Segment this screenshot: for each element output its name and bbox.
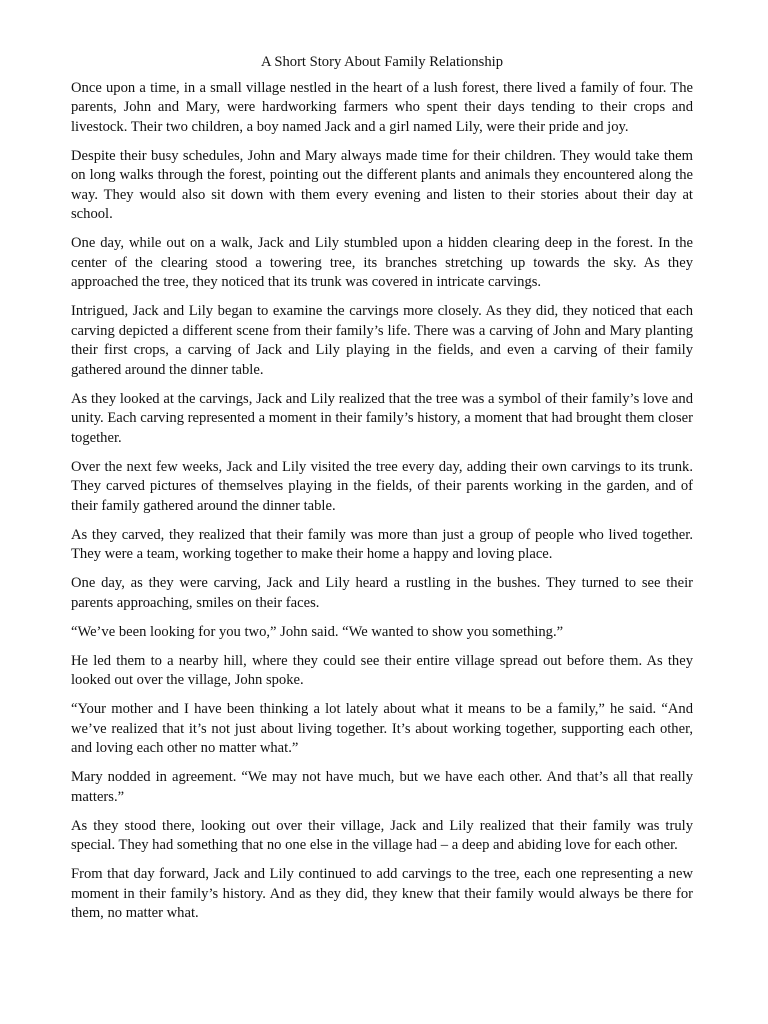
paragraph: Intrigued, Jack and Lily began to examine the carvings more closely. As they did, they noticed that each carving depicted a different scene from their family’s life. There was a carving of John and Mary planting their first crops, a carving of Jack and Lily playing in the fields, and even a carving of their family gathered around the dinner table. — [71, 303, 693, 378]
paragraph: He led them to a nearby hill, where they could see their entire village spread out before them. As they looked out over the village, John spoke. — [71, 652, 693, 688]
document-title: A Short Story About Family Relationship — [260, 54, 504, 70]
paragraph: As they carved, they realized that their family was more than just a group of people who lived together. They were a team, working together to make their home a happy and loving place. — [71, 526, 693, 562]
paragraph: As they looked at the carvings, Jack and Lily realized that the tree was a symbol of their family’s love and unity. Each carving represented a moment in their family’s history, a moment that had brought them closer together. — [71, 390, 693, 446]
paragraph: Over the next few weeks, Jack and Lily visited the tree every day, adding their own carvings to its trunk. They carved pictures of themselves playing in the fields, of their parents working in the garden, and of their family gathered around the dinner table. — [71, 458, 693, 514]
paragraph: “Your mother and I have been thinking a lot lately about what it means to be a family,” he said. “And we’ve realized that it’s not just about living together. It’s about working together, supporting each other, and loving each other no matter what.” — [71, 701, 693, 756]
paragraph: Despite their busy schedules, John and Mary always made time for their children. They would take them on long walks through the forest, pointing out the different plants and animals they encountered along the way. They would also sit down with them every evening and listen to their stories about their day at school. — [71, 147, 693, 222]
paragraph: “We’ve been looking for you two,” John said. “We wanted to show you something.” — [71, 623, 564, 640]
paragraph: One day, while out on a walk, Jack and Lily stumbled upon a hidden clearing deep in the forest. In the center of the clearing stood a towering tree, its branches stretching up towards the sky. As they approached the tree, they noticed that its trunk was covered in intricate carvings. — [71, 235, 693, 290]
paragraph: As they stood there, looking out over their village, Jack and Lily realized that their family was truly special. They had something that no one else in the village had – a deep and abiding love for each other. — [71, 817, 693, 853]
paragraph: Mary nodded in agreement. “We may not have much, but we have each other. And that’s all that really matters.” — [71, 769, 693, 805]
paragraph: From that day forward, Jack and Lily continued to add carvings to the tree, each one representing a new moment in their family’s history. And as they did, they knew that their family would always be there for them, no matter what. — [71, 866, 693, 921]
document-page — [71, 53, 693, 933]
paragraph: Once upon a time, in a small village nestled in the heart of a lush forest, there lived a family of four. The parents, John and Mary, were hardworking farmers who spent their days tending to their crops and livestock. Their two children, a boy named Jack and a girl named Lily, were their pride and joy. — [71, 79, 693, 135]
paragraph: One day, as they were carving, Jack and Lily heard a rustling in the bushes. They turned to see their parents approaching, smiles on their faces. — [71, 575, 693, 611]
